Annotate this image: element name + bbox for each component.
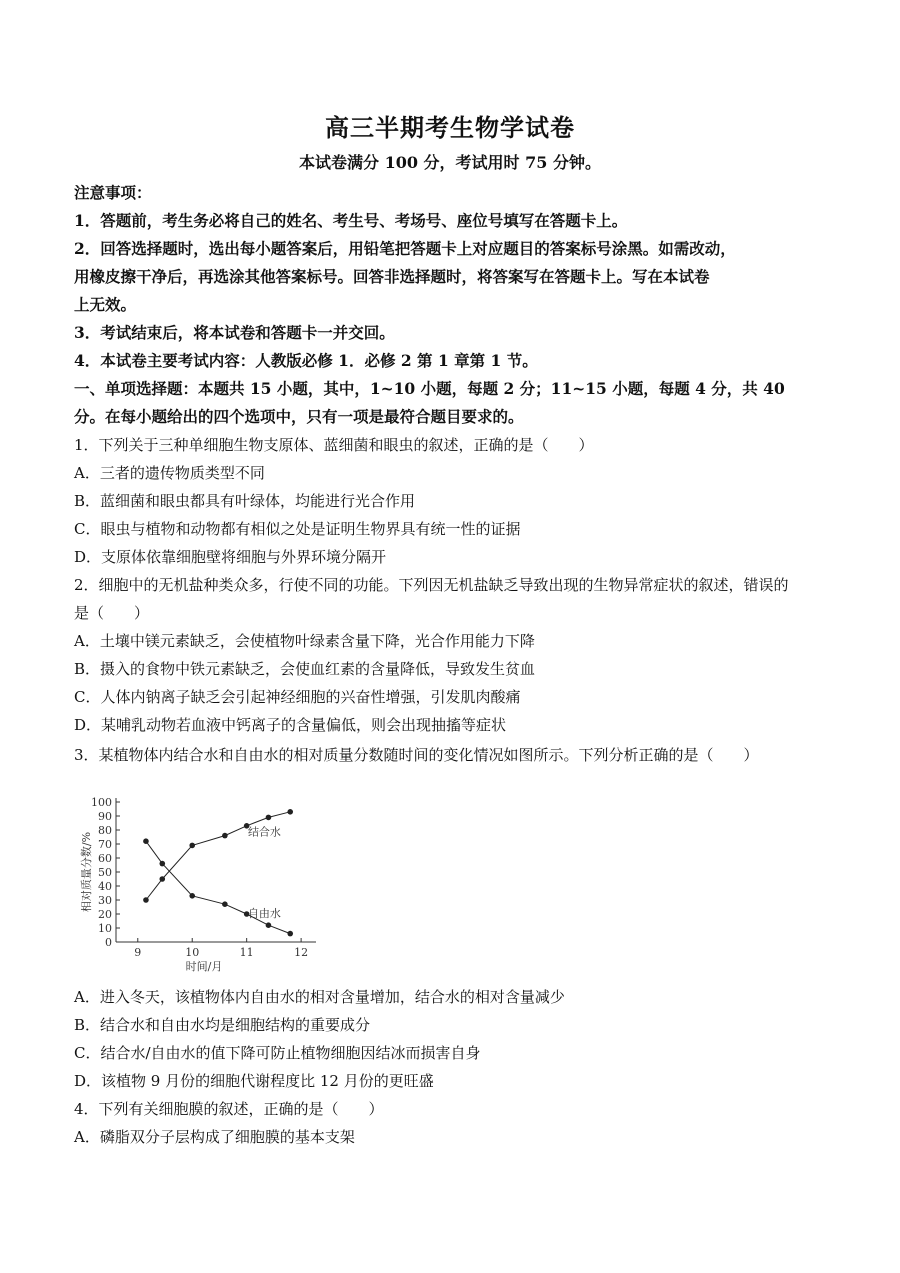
x-tick-label: 9	[134, 946, 142, 959]
data-point	[287, 931, 293, 937]
x-tick-label: 11	[239, 946, 254, 959]
y-tick-label: 80	[98, 824, 112, 837]
chart-svg	[74, 784, 324, 974]
notice-item: 用橡皮擦干净后，再选涂其他答案标号。回答非选择题时，将答案写在答题卡上。写在本试卷	[74, 267, 710, 286]
y-tick-label: 0	[105, 936, 112, 949]
section-heading: 一、单项选择题：本题共 15 小题，其中，1~10 小题，每题 2 分；11~15 小题，每题 4 分，共 40	[74, 379, 785, 398]
question-option: B．蓝细菌和眼虫都具有叶绿体，均能进行光合作用	[74, 492, 416, 510]
y-axis-label: 相对质量分数/%	[80, 831, 93, 913]
question-option: A．进入冬天，该植物体内自由水的相对含量增加，结合水的相对含量减少	[74, 988, 565, 1006]
y-tick-label: 10	[98, 922, 112, 935]
question-option: D．该植物 9 月份的细胞代谢程度比 12 月份的更旺盛	[74, 1072, 434, 1090]
question-stem: 是（ ）	[74, 604, 150, 622]
y-tick-label: 90	[98, 810, 112, 823]
question-option: B．结合水和自由水均是细胞结构的重要成分	[74, 1016, 371, 1034]
notice-item: 3．考试结束后，将本试卷和答题卡一并交回。	[74, 323, 395, 342]
question-option: A．土壤中镁元素缺乏，会使植物叶绿素含量下降，光合作用能力下降	[74, 632, 535, 650]
data-point	[222, 901, 228, 907]
y-tick-label: 20	[98, 908, 112, 921]
data-point	[159, 876, 165, 882]
y-tick-label: 100	[91, 796, 112, 809]
question-option: A．磷脂双分子层构成了细胞膜的基本支架	[74, 1128, 355, 1146]
data-point	[159, 861, 165, 867]
notice-item: 1．答题前，考生务必将自己的姓名、考生号、考场号、座位号填写在答题卡上。	[74, 211, 628, 230]
y-tick-label: 60	[98, 852, 112, 865]
series-label: 结合水	[247, 825, 281, 839]
question-option: B．摄入的食物中铁元素缺乏，会使血红素的含量降低，导致发生贫血	[74, 660, 536, 678]
question-option: C．眼虫与植物和动物都有相似之处是证明生物界具有统一性的证据	[74, 520, 521, 538]
question-option: A．三者的遗传物质类型不同	[74, 464, 265, 482]
notice-item: 4．本试卷主要考试内容：人教版必修 1．必修 2 第 1 章第 1 节。	[74, 351, 538, 370]
x-tick-label: 10	[185, 946, 200, 959]
data-point	[266, 922, 272, 928]
question-stem: 3．某植物体内结合水和自由水的相对质量分数随时间的变化情况如图所示。下列分析正确的是（ ）	[74, 746, 759, 764]
x-axis-label: 时间/月	[185, 960, 223, 973]
series-label: 自由水	[247, 907, 281, 921]
question-option: C．结合水/自由水的值下降可防止植物细胞因结冰而损害自身	[74, 1044, 481, 1062]
y-tick-label: 40	[98, 880, 112, 893]
exam-subtitle: 本试卷满分 100 分，考试用时 75 分钟。	[299, 153, 601, 172]
exam-title: 高三半期考生物学试卷	[325, 113, 575, 142]
data-point	[222, 833, 228, 839]
notice-item: 2．回答选择题时，选出每小题答案后，用铅笔把答题卡上对应题目的答案标号涂黑。如需改动，	[74, 239, 736, 258]
data-point	[143, 838, 149, 844]
data-point	[189, 893, 195, 899]
section-heading: 分。在每小题给出的四个选项中，只有一项是最符合题目要求的。	[74, 407, 524, 426]
question-option: C．人体内钠离子缺乏会引起神经细胞的兴奋性增强，引发肌肉酸痛	[74, 688, 521, 706]
data-point	[287, 809, 293, 815]
x-tick-label: 12	[294, 946, 309, 959]
notice-item: 上无效。	[74, 295, 137, 314]
y-tick-label: 70	[98, 838, 112, 851]
notice-heading: 注意事项：	[74, 183, 152, 202]
y-tick-label: 30	[98, 894, 112, 907]
question-stem: 1．下列关于三种单细胞生物支原体、蓝细菌和眼虫的叙述，正确的是（ ）	[74, 436, 594, 454]
water-content-chart	[74, 784, 324, 974]
data-point	[266, 815, 272, 821]
data-point	[143, 897, 149, 903]
question-option: D．支原体依靠细胞壁将细胞与外界环境分隔开	[74, 548, 387, 566]
data-point	[189, 843, 195, 849]
y-tick-label: 50	[98, 866, 112, 879]
question-stem: 2．细胞中的无机盐种类众多，行使不同的功能。下列因无机盐缺乏导致出现的生物异常症状的叙述，错误的	[74, 576, 789, 594]
question-option: D．某哺乳动物若血液中钙离子的含量偏低，则会出现抽搐等症状	[74, 716, 507, 734]
question-stem: 4．下列有关细胞膜的叙述，正确的是（ ）	[74, 1100, 384, 1118]
